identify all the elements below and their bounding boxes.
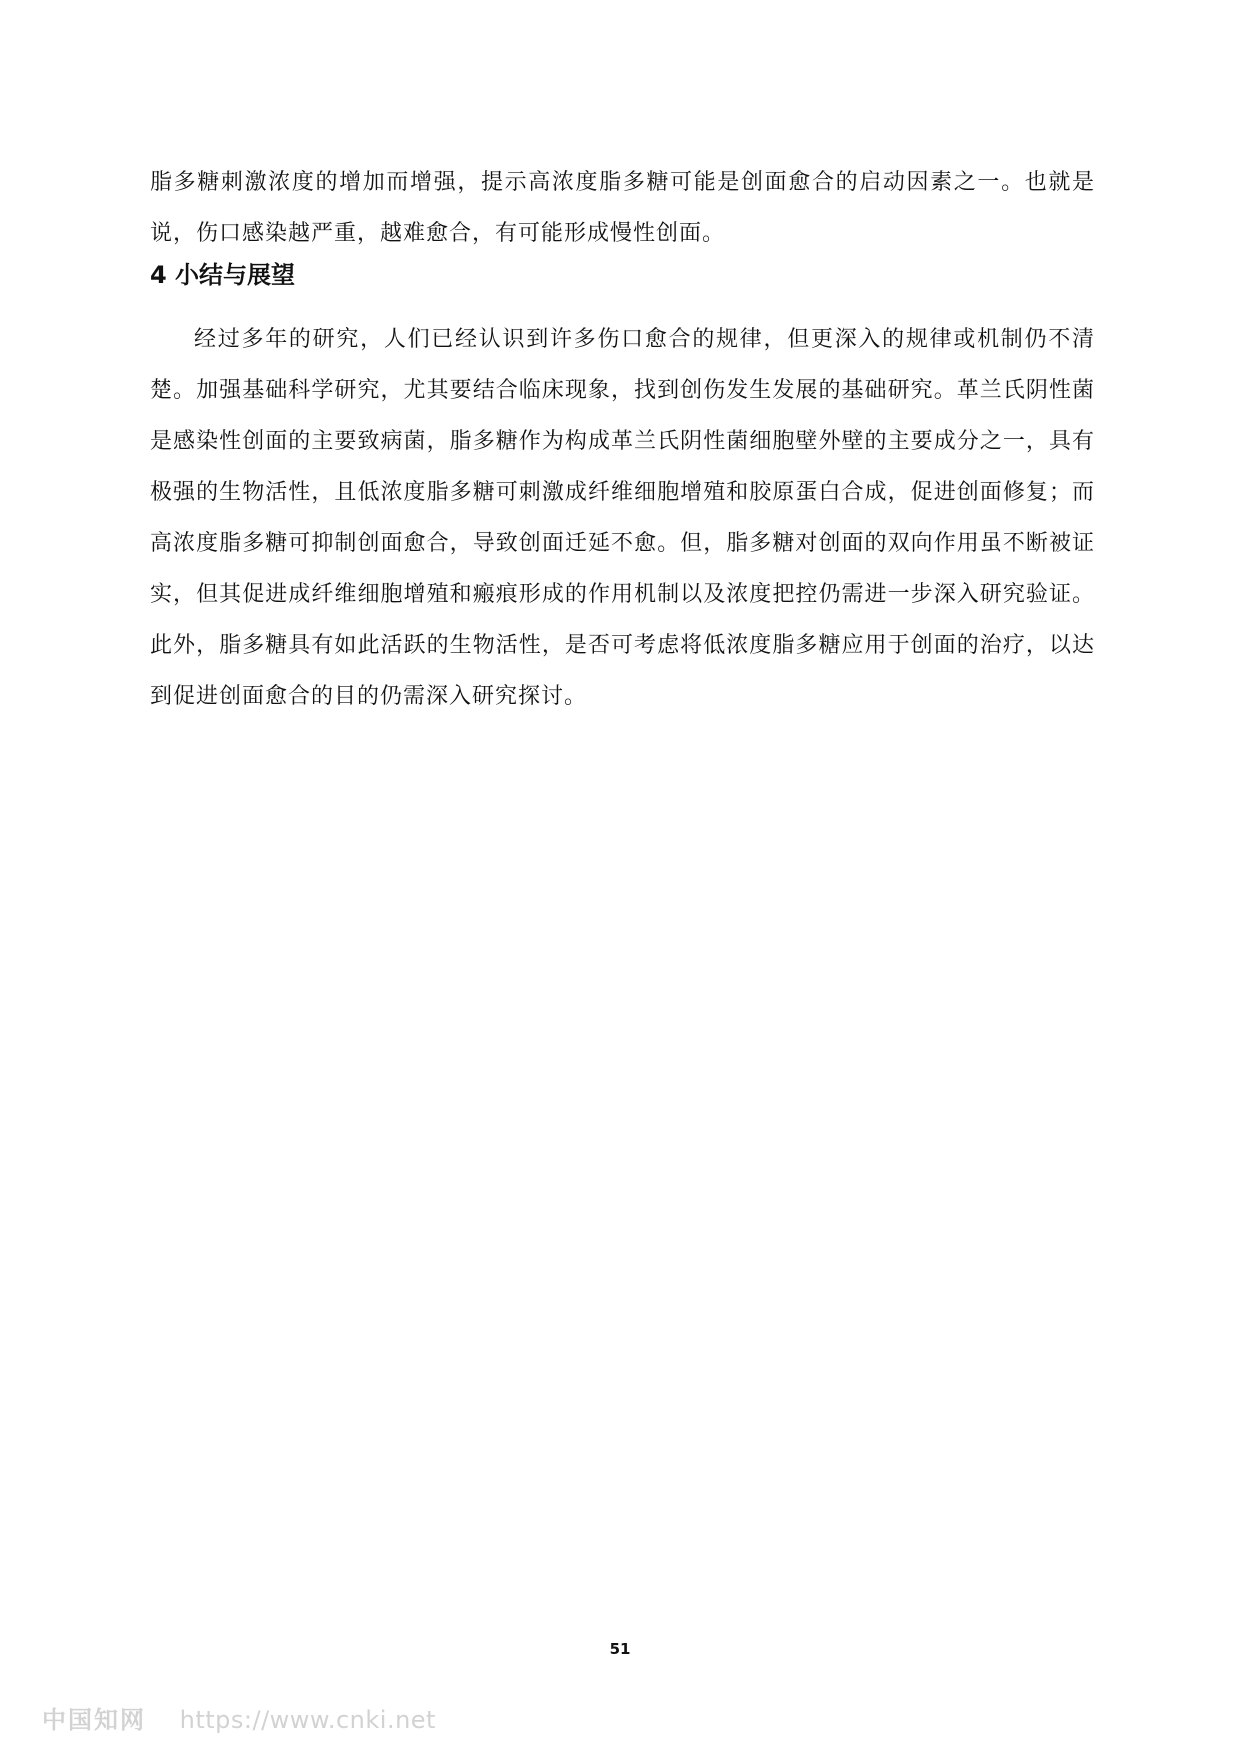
page-number: 51 (609, 1640, 631, 1658)
watermark-url: https://www.cnki.net (179, 1706, 436, 1734)
body-paragraph-continued: 脂多糖刺激浓度的增加而增强，提示高浓度脂多糖可能是创面愈合的启动因素之一。也就是说，伤口感染越严重，越难愈合，有可能形成慢性创面。 (150, 170, 1095, 246)
watermark-brand: 中国知网 (42, 1706, 146, 1734)
body-paragraph-conclusion: 经过多年的研究，人们已经认识到许多伤口愈合的规律，但更深入的规律或机制仍不清楚。加强基础科学研究，尤其要结合临床现象，找到创伤发生发展的基础研究。革兰氏阴性菌是感染性创面的主要致病菌，脂多糖作为构成革兰氏阴性菌细胞壁外壁的主要成分之一，具有极强的生物活性，且低浓度脂多糖可刺激成纤维细胞增殖和胶原蛋白合成，促进创面修复；而高浓度脂多糖可抑制创面愈合，导致创面迁延不愈。但，脂多糖对创面的双向作用虽不断被证实，但其促进成纤维细胞增殖和瘢痕形成的作用机制以及浓度把控仍需进一步深入研究验证。此外，脂多糖具有如此活跃的生物活性，是否可考虑将低浓度脂多糖应用于创面的治疗，以达到促进创面愈合的目的仍需深入研究探讨。 (150, 327, 1095, 709)
source-watermark (42, 1700, 436, 1735)
section-heading: 4 小结与展望 (150, 261, 296, 289)
